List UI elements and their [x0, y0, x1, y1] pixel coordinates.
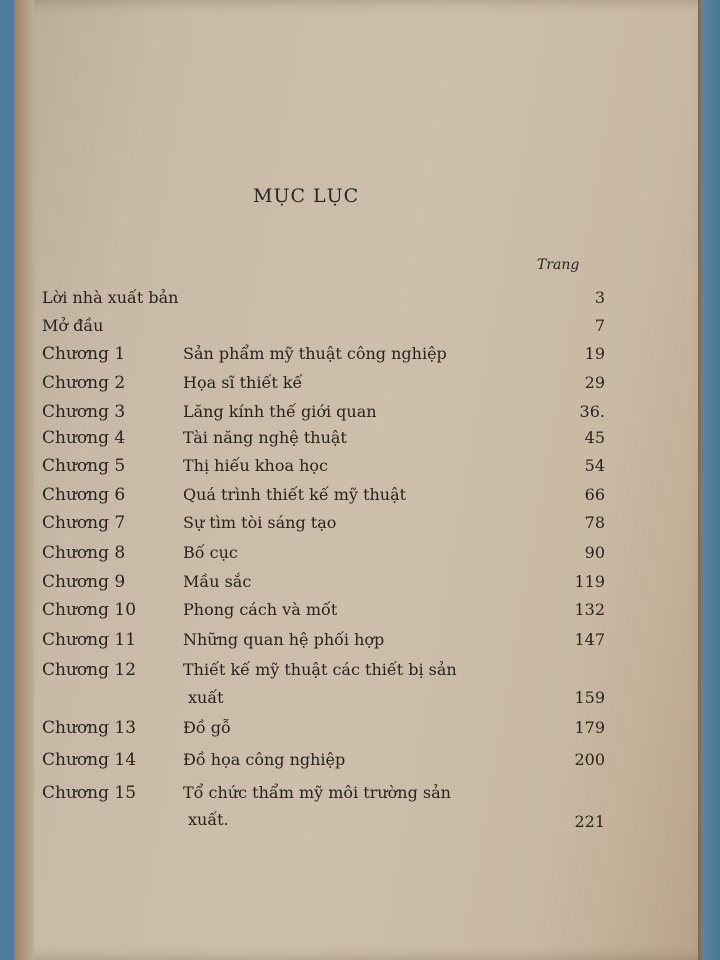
toc-row — [0, 750, 720, 776]
toc-title-continuation: xuất. — [188, 810, 229, 829]
toc-page: 45 — [584, 428, 605, 447]
toc-title: Lời nhà xuất bản — [42, 288, 179, 307]
toc-row — [0, 630, 720, 656]
toc-page: 19 — [584, 344, 605, 363]
toc-row — [0, 344, 720, 370]
chapter-label: Chương 13 — [42, 718, 137, 738]
toc-page: 78 — [584, 513, 605, 532]
toc-page: 119 — [574, 572, 605, 591]
toc-title: Sự tìm tòi sáng tạo — [183, 513, 337, 532]
toc-title: Phong cách và mốt — [183, 600, 338, 619]
toc-title: Họa sĩ thiết kế — [183, 373, 303, 392]
toc-row — [0, 543, 720, 569]
toc-title: Bố cục — [183, 543, 238, 562]
toc-row — [0, 428, 720, 454]
chapter-label: Chương 4 — [42, 428, 126, 448]
chapter-label: Chương 10 — [42, 600, 137, 620]
chapter-label: Chương 15 — [42, 783, 137, 803]
toc-title: Quá trình thiết kế mỹ thuật — [183, 485, 407, 504]
toc-row — [0, 456, 720, 482]
toc-title: Đồ gỗ — [183, 718, 231, 737]
toc-title: Tài năng nghệ thuật — [183, 428, 347, 447]
toc-page: 54 — [584, 456, 605, 475]
toc-row — [0, 513, 720, 539]
toc-page: 66 — [584, 485, 605, 504]
toc-page: 3 — [594, 288, 605, 307]
toc-row — [0, 485, 720, 511]
toc-title: Mầu sắc — [183, 572, 252, 591]
toc-row — [0, 373, 720, 399]
chapter-label: Chương 3 — [42, 402, 126, 422]
toc-row — [0, 783, 720, 809]
toc-row — [0, 660, 720, 686]
toc-page: 132 — [574, 600, 605, 619]
toc-title: Mở đầu — [42, 316, 104, 335]
toc-page: 36. — [579, 402, 605, 421]
toc-title-continuation: xuất — [188, 688, 224, 707]
toc-row — [0, 402, 720, 428]
toc-row — [0, 288, 720, 314]
toc-page: 147 — [574, 630, 605, 649]
toc-row — [0, 572, 720, 598]
toc-title: Đồ họa công nghiệp — [183, 750, 346, 769]
toc-page: 29 — [584, 373, 605, 392]
toc-page: 90 — [584, 543, 605, 562]
toc-title: Thị hiếu khoa học — [183, 456, 328, 475]
chapter-label: Chương 1 — [42, 344, 126, 364]
chapter-label: Chương 11 — [42, 630, 137, 650]
chapter-label: Chương 6 — [42, 485, 126, 505]
toc-title: Lăng kính thế giới quan — [183, 402, 377, 421]
toc-row — [0, 688, 720, 714]
toc-row — [0, 718, 720, 744]
chapter-label: Chương 12 — [42, 660, 137, 680]
page-title: MỤC LỤC — [253, 185, 360, 207]
toc-row — [0, 812, 720, 838]
chapter-label: Chương 2 — [42, 373, 126, 393]
toc-title: Những quan hệ phối hợp — [183, 630, 385, 649]
chapter-label: Chương 5 — [42, 456, 126, 476]
toc-page: 200 — [574, 750, 605, 769]
toc-title: Tổ chức thẩm mỹ môi trường sản — [183, 783, 451, 802]
chapter-label: Chương 8 — [42, 543, 126, 563]
chapter-label: Chương 7 — [42, 513, 126, 533]
toc-page: 7 — [594, 316, 605, 335]
toc-page: 179 — [574, 718, 605, 737]
toc-page: 221 — [574, 812, 605, 831]
toc-title: Thiết kế mỹ thuật các thiết bị sản — [183, 660, 457, 679]
toc-row — [0, 316, 720, 342]
toc-row — [0, 600, 720, 626]
chapter-label: Chương 9 — [42, 572, 126, 592]
page-column-header: Trang — [537, 257, 580, 273]
chapter-label: Chương 14 — [42, 750, 137, 770]
toc-page: 159 — [574, 688, 605, 707]
toc-title: Sản phẩm mỹ thuật công nghiệp — [183, 344, 447, 363]
